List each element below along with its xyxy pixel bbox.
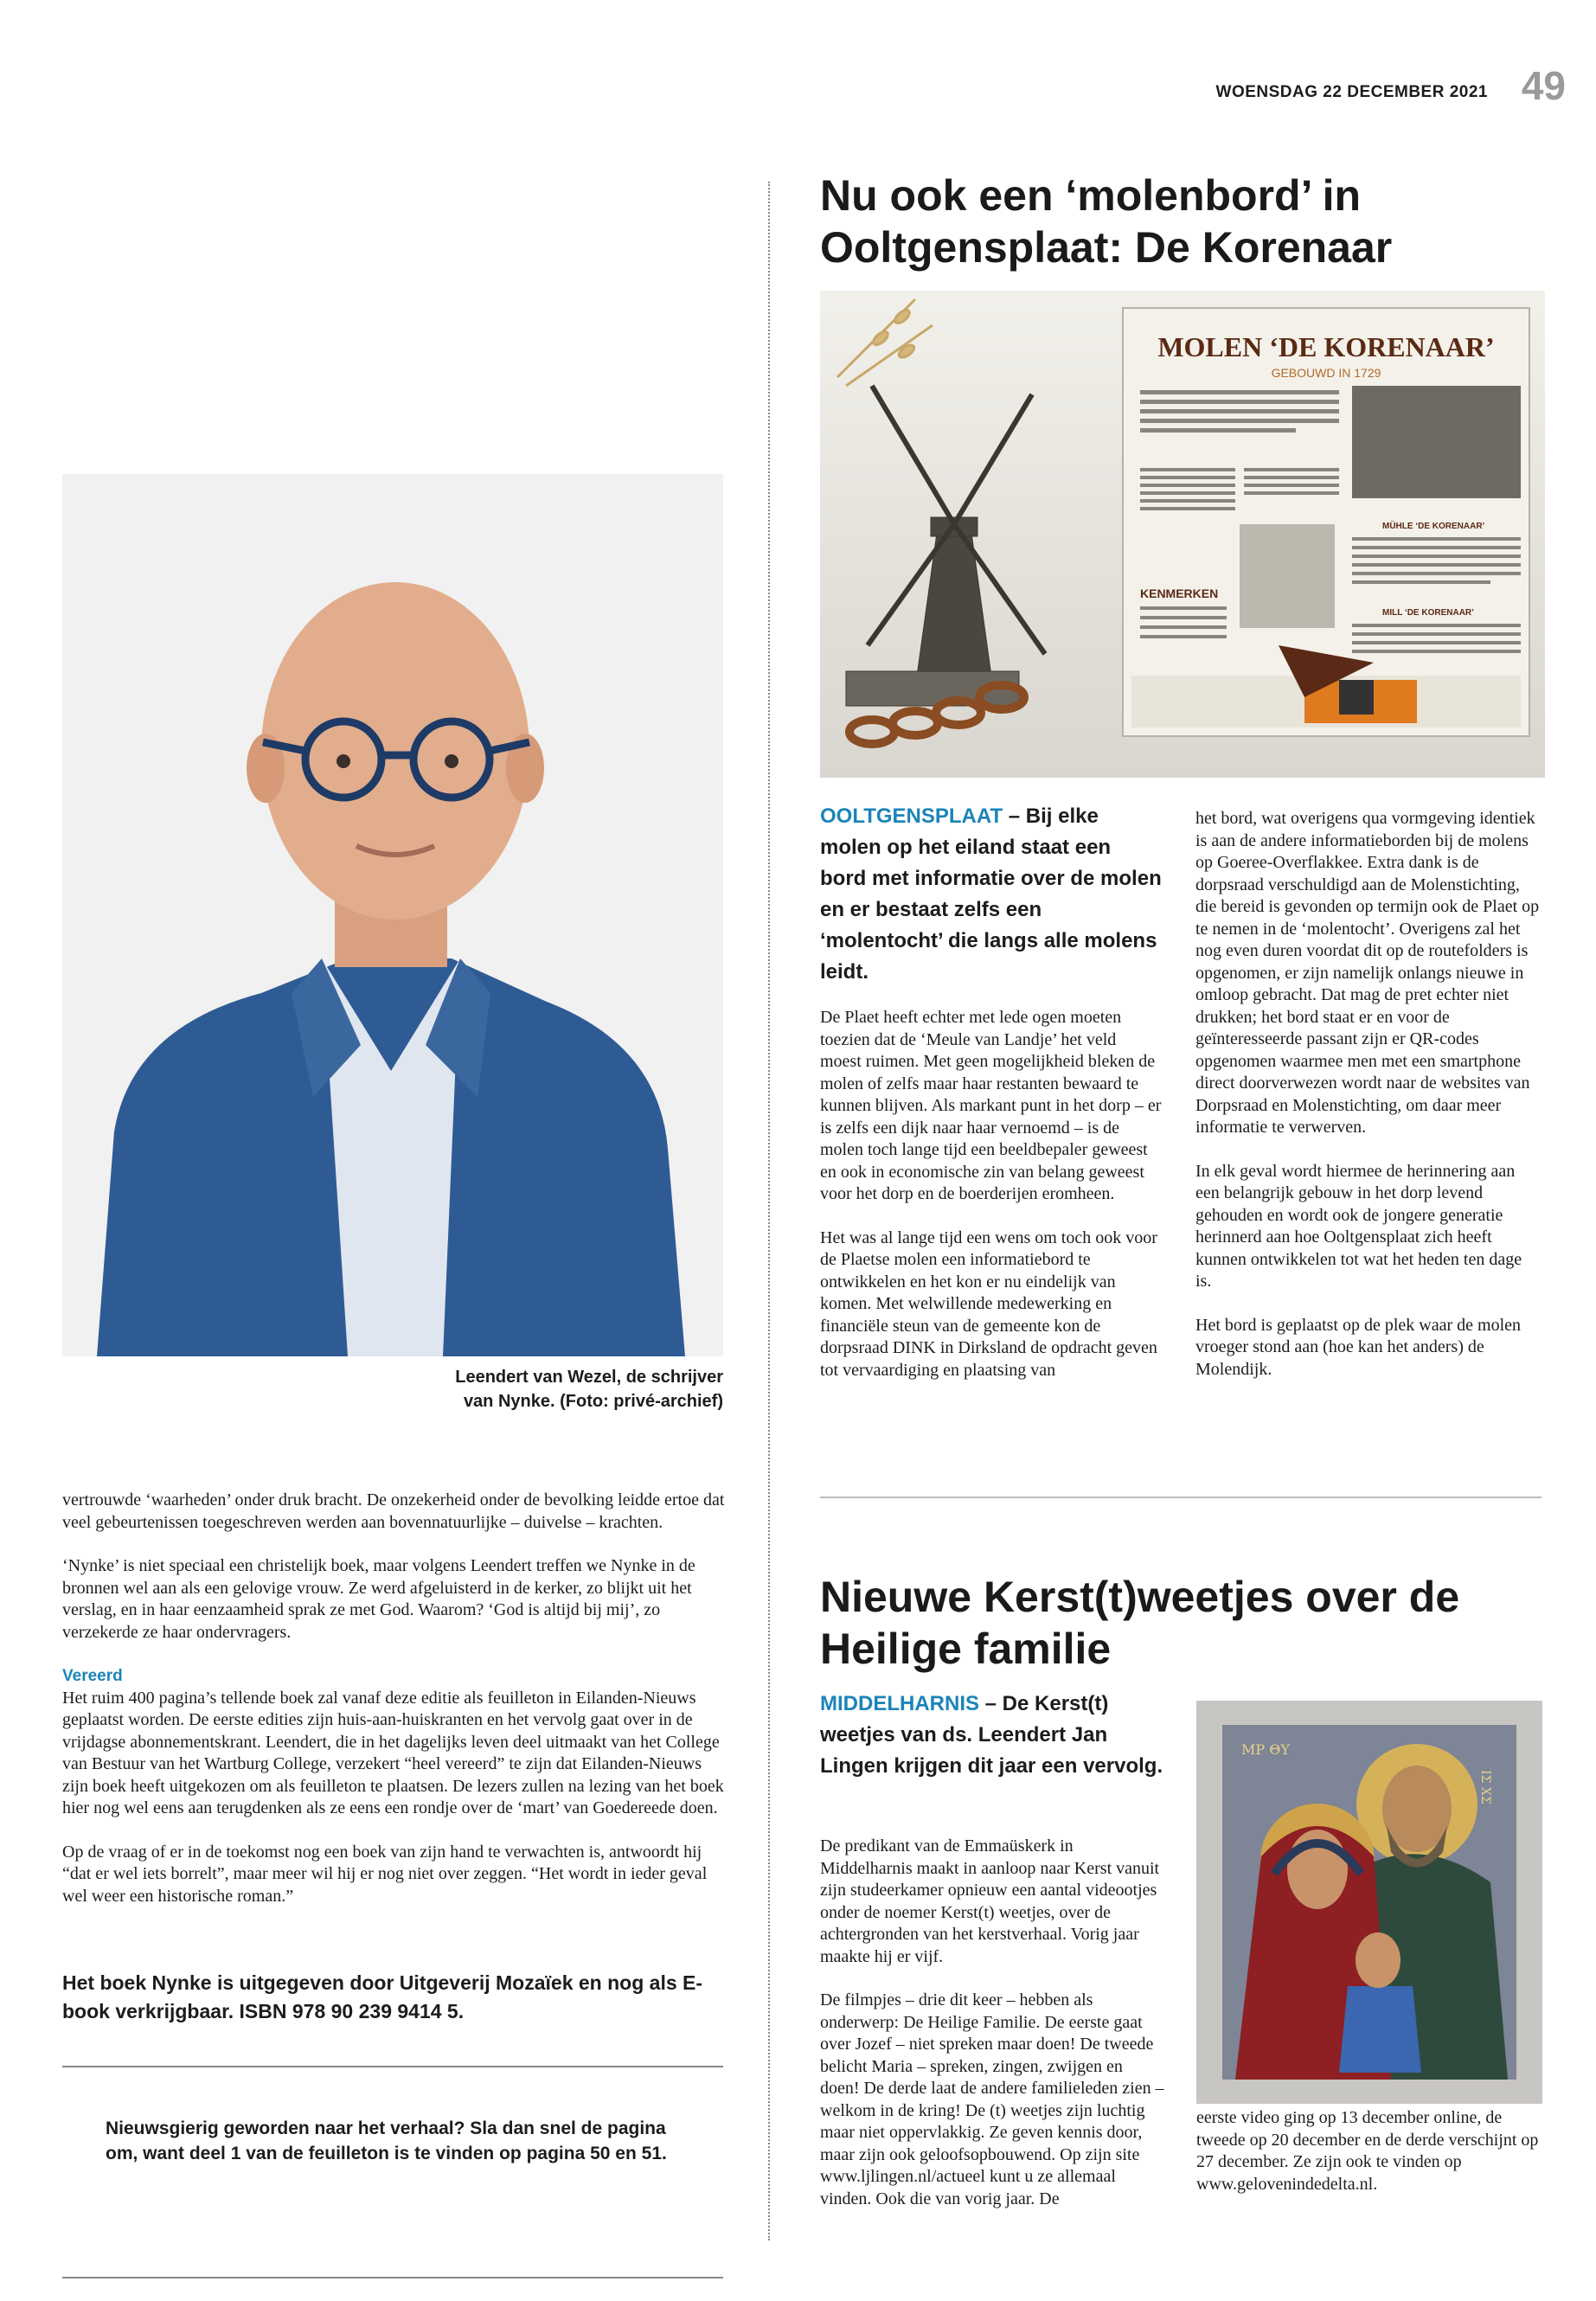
icon-inscription-left: ΜΡ ΘΥ [1241,1741,1290,1758]
article1-para: De Plaet heeft echter met lede ogen moeten toezien dat de ‘Meule van Landje’ het veld moest ruimen. Met geen mogelijkheid bleken de molen of zelfs maar haar restanten bewaard te kunnen blijven. Als markant punt in het dorp – er is zelfs een dijk naar haar vernoemd – is de molen toch lange tijd een beeldbepaler geweest en ook in economische zin van belang geweest voor het dorp en de boerderijen eromheen. [820,1008,1162,1203]
board-de-section: MÜHLE ‘DE KORENAAR’ [1382,522,1485,531]
article1-lede: OOLTGENSPLAAT – Bij elke molen op het eiland staat een bord met informatie over de molen en er bestaat zelfs een ‘molentocht’ die langs alle molens leidt. [820,804,1162,984]
article1-para: Het bord is geplaatst op de plek waar de molen vroeger stond aan (hoe kan het anders) de Molendijk. [1195,1315,1521,1379]
header-date: WOENSDAG 22 DECEMBER 2021 [1215,83,1488,101]
article1-para: In elk geval wordt hiermee de herinnering aan een belangrijk gebouw in het dorp levend gehouden en wordt ook de jongere generatie herinnerd aan hoe Ooltgensplaat zich heeft kunnen ontwikkelen tot wat het heden ten dage is. [1195,1161,1522,1291]
article1-body-col1 [820,1007,1162,1381]
divider-line [820,1497,1542,1498]
board-en-section: MILL ‘DE KORENAAR’ [1382,608,1474,618]
left-article-body [62,1490,725,1929]
board-photo [1352,386,1521,498]
left-para: Op de vraag of er in de toekomst nog een boek van zijn hand te verwachten is, antwoordt hij “dat er wel iets borrelt”, maar meer wil hij er nog niet over zeggen. “Het wordt in ieder geval wel weer een historische roman.” [62,1842,708,1906]
article2-para: De filmpjes – drie dit keer – hebben als onderwerp: De Heilige Familie. De eerste gaat over Jozef – niet spreken maar doen! De tweede belicht Maria – spreken, zingen, zwijgen en doen! De derde laat de andere familieleden zien – welkom in de kring! De (t) weetjes zijn luchtig maar niet oppervlakkig. Ze geven kennis door, maar zijn ook geloofsopbouwend. Op zijn site www.ljlingen.nl/actueel kunt u ze allemaal vinden. Ook die van vorig jaar. De [820,1990,1164,2208]
article2-kicker: MIDDELHARNIS [820,1692,979,1715]
left-para: Het ruim 400 pagina’s tellende boek zal vanaf deze editie als feuilleton in Eilanden-Nieuws geplaatst worden. De eerste edities zijn huis-aan-huiskranten en het vervolg gaat over in de vrijdagse abonnementskrant. Leendert, die in het dagelijks leven deel uitmaakt van het College van Bestuur van het Wartburg College, verzekert “heel vereerd” te zijn dat Eilanden-Nieuws zijn boek heeft uitgekozen om als feuilleton te plaatsen. De lezers zullen na lezing van het boek hier nog wel eens aan terugdenken als ze eens een rondje over de ‘mart’ van Goedereede doen. [62,1688,724,1817]
article1-kicker: OOLTGENSPLAAT [820,804,1003,828]
divider-line [62,2277,723,2279]
board-title: MOLEN ‘DE KORENAAR’ [1157,331,1495,362]
portrait-photo [62,474,723,1356]
feuilleton-teaser: Nieuwsgierig geworden naar het verhaal? Sla dan snel de pagina om, want deel 1 van de feuilleton is te vinden op pagina 50 en 51. [106,2118,667,2163]
board-kenmerken: KENMERKEN [1140,586,1219,600]
article1-title: Nu ook een ‘molenbord’ in Ooltgensplaat: De Korenaar [820,171,1393,272]
article1-para: het bord, wat overigens qua vormgeving identiek is aan de andere informatieborden bij de molens op Goeree-Overflakkee. Extra dank is de dorpsraad verschuldigd aan de Molenstichting, die bereid is gevonden op termijn ook de Plaet op te nemen in de ‘molentocht’. Overigens zal het nog even duren voordat dit op de routefolders is opgenomen, er zijn namelijk onlangs nieuwe in omloop gebracht. Dat mag de pret echter niet drukken; het bord staat er en voor de geïnteresseerde passant zijn er QR-codes opgenomen waarmee men met een smartphone direct doorverwezen wordt naar de websites van Dorpsraad en Molenstichting, om daar meer informatie te verwerven. [1195,809,1540,1137]
holy-family-icon [1196,1701,1542,2104]
article2-body-col1 [820,1836,1164,2232]
portrait-caption: Leendert van Wezel, de schrijver van Nynke. (Foto: privé-archief) [455,1368,723,1411]
windmill-board-photo [820,291,1545,778]
left-subhead: Vereerd [62,1667,123,1685]
page-number: 49 [1521,63,1566,108]
board-drawing [1240,524,1335,628]
article2-lede: MIDDELHARNIS – De Kerst(t) weetjes van ds. Leendert Jan Lingen krijgen dit jaar een vervolg. [820,1692,1163,1778]
left-para: ‘Nynke’ is niet speciaal een christelijk boek, maar volgens Leendert treffen we Nynke in de bronnen wel aan als een gelovige vrouw. Ze werd afgeluisterd in de kerker, zo blijkt uit het verslag, en in haar eenzaamheid sprak ze met God. Waarom? ‘God is altijd bij mij’, zo verzekerde ze haar ondervragers. [62,1556,695,1642]
article2-title: Nieuwe Kerst(t)weetjes over de Heilige familie [820,1573,1460,1673]
article1-body-col2 [1195,808,1542,1402]
board-subtitle: GEBOUWD IN 1729 [1271,366,1381,380]
left-para: vertrouwde ‘waarheden’ onder druk bracht. De onzekerheid onder de bevolking leidde ertoe dat veel gebeurtenissen toegeschreven werden aan bovennatuurlijke – duivelse – krachten. [62,1490,725,1532]
article2-body-col2 [1196,2107,1542,2217]
icon-inscription-right: ΙΣ ΧΣ [1478,1770,1492,1804]
book-info: Het boek Nynke is uitgegeven door Uitgeverij Mozaïek en nog als E-book verkrijgbaar. ISBN 978 90 239 9414 5. [62,1971,703,2022]
article2-para: eerste video ging op 13 december online, de tweede op 20 december en de derde verschijnt op 27 december. Ze zijn ook te vinden op www.gelovenindedelta.nl. [1196,2108,1539,2194]
qr-code-icon [1339,680,1374,715]
article1-para: Het was al lange tijd een wens om toch ook voor de Plaetse molen een informatiebord te ontwikkelen en het kon er nu eindelijk van komen. Met welwillende medewerking en financiële steun van de gemeente kon de dorpsraad DINK in Dirksland de opdracht geven tot vervaardiging en plaatsing van [820,1227,1157,1380]
column-divider [768,182,770,2240]
article2-para: De predikant van de Emmaüskerk in Middelharnis maakt in aanloop naar Kerst vanuit zijn studeerkamer opnieuw een aantal videootjes onder de noemer Kerst(t) weetjes, over de achtergronden van het kerstverhaal. Vorig jaar maakte hij er vijf. [820,1836,1160,1966]
divider-line [62,2066,723,2067]
